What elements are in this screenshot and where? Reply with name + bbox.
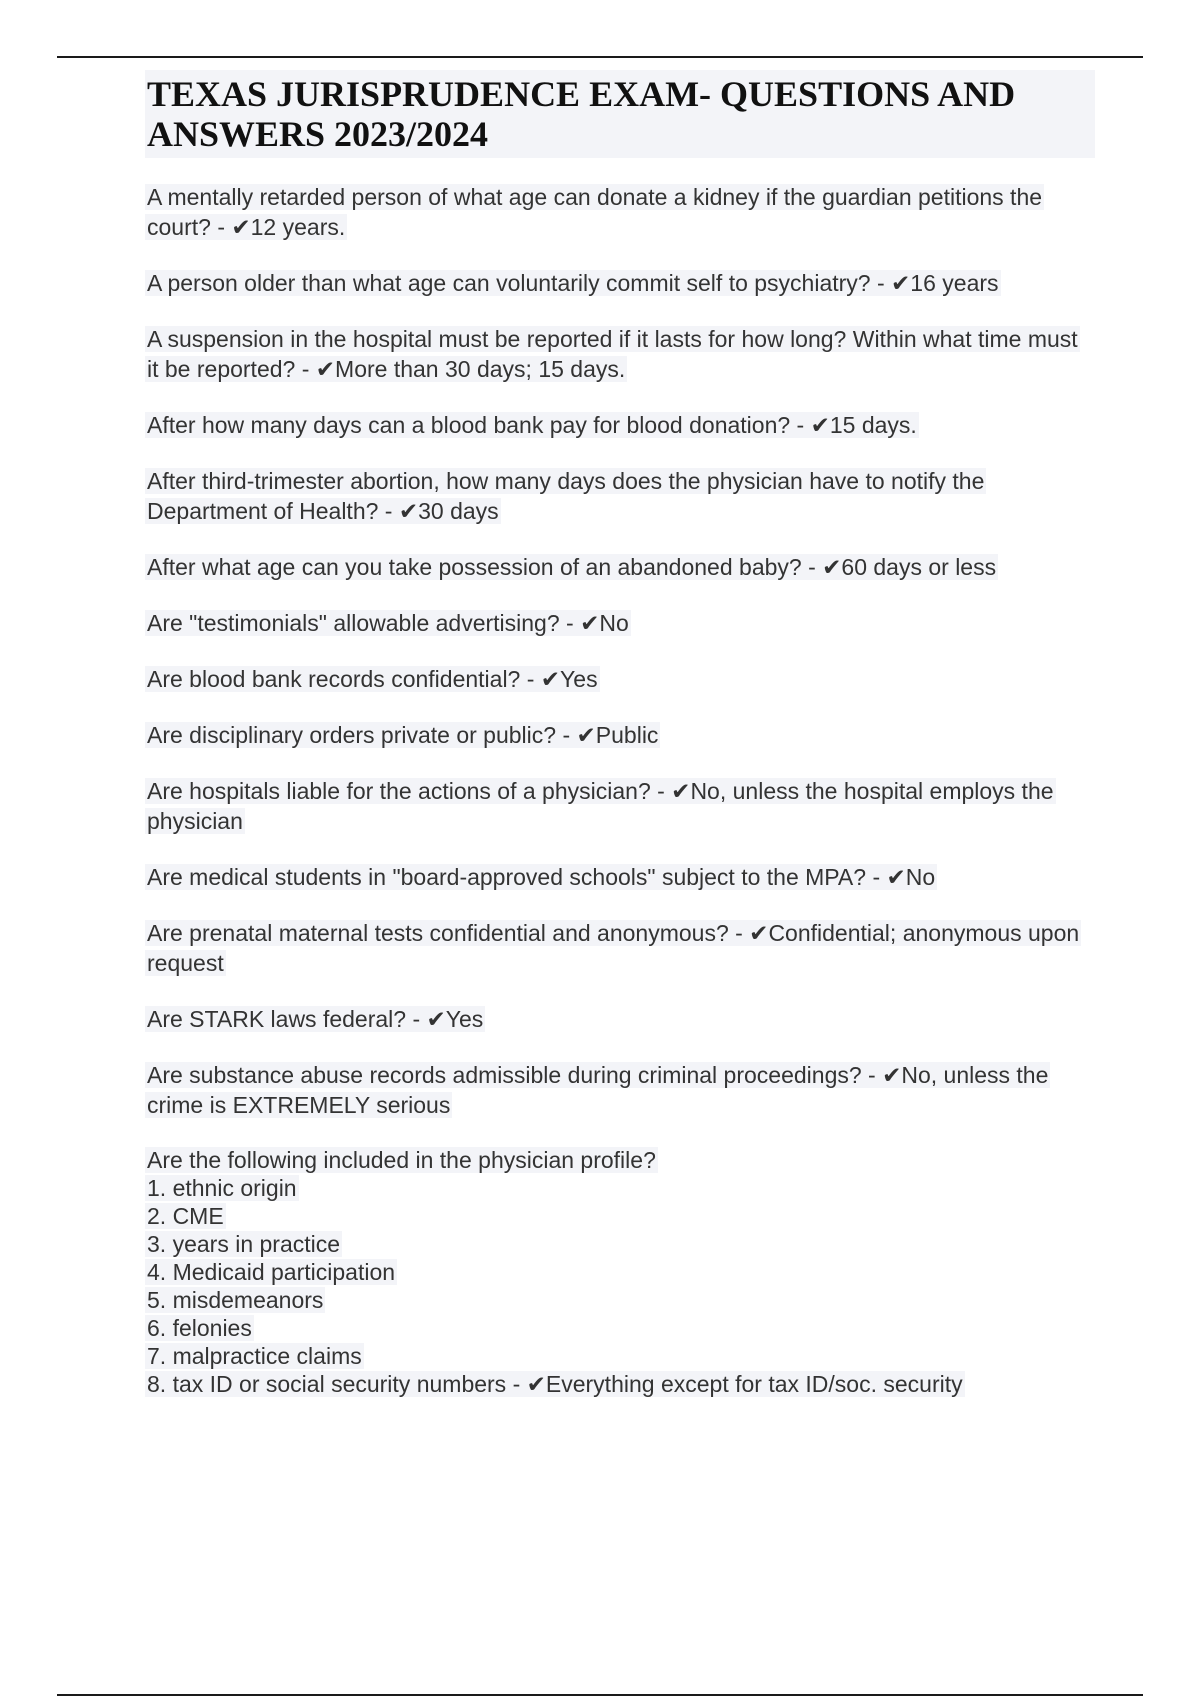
qa-item bbox=[145, 720, 1095, 750]
list-item bbox=[145, 1230, 1095, 1258]
list-item-text: 6. felonies bbox=[147, 1315, 252, 1341]
qa-text: Are the following included in the physician profile? bbox=[147, 1147, 656, 1173]
list-item bbox=[145, 1258, 1095, 1286]
qa-item bbox=[145, 664, 1095, 694]
qa-text: A suspension in the hospital must be reported if it lasts for how long? Within what time must it be reported? - ✔More than 30 days; 15 days. bbox=[147, 326, 1078, 382]
qa-question-intro bbox=[145, 1146, 1095, 1174]
qa-item bbox=[145, 862, 1095, 892]
qa-text: Are prenatal maternal tests confidential and anonymous? - ✔Confidential; anonymous upon request bbox=[147, 920, 1080, 976]
list-item bbox=[145, 1202, 1095, 1230]
qa-text: A person older than what age can voluntarily commit self to psychiatry? - ✔16 years bbox=[147, 270, 999, 296]
qa-item bbox=[145, 1060, 1095, 1120]
qa-text: Are blood bank records confidential? - ✔Yes bbox=[147, 666, 598, 692]
qa-item bbox=[145, 466, 1095, 526]
qa-text: Are STARK laws federal? - ✔Yes bbox=[147, 1006, 484, 1032]
qa-item bbox=[145, 918, 1095, 978]
qa-text: After how many days can a blood bank pay for blood donation? - ✔15 days. bbox=[147, 412, 917, 438]
list-item bbox=[145, 1286, 1095, 1314]
document-title: TEXAS JURISPRUDENCE EXAM- QUESTIONS AND ANSWERS 2023/2024 bbox=[145, 70, 1095, 158]
qa-item bbox=[145, 776, 1095, 836]
qa-text: Are substance abuse records admissible during criminal proceedings? - ✔No, unless the crime is EXTREMELY serious bbox=[147, 1062, 1049, 1118]
top-rule bbox=[57, 56, 1143, 58]
qa-item bbox=[145, 410, 1095, 440]
qa-item bbox=[145, 1004, 1095, 1034]
qa-text: After third-trimester abortion, how many days does the physician have to notify the Department of Health? - ✔30 days bbox=[147, 468, 985, 524]
qa-text: After what age can you take possession of an abandoned baby? - ✔60 days or less bbox=[147, 554, 997, 580]
list-item bbox=[145, 1342, 1095, 1370]
list-item-text: 2. CME bbox=[147, 1203, 224, 1229]
qa-text: Are "testimonials" allowable advertising? - ✔No bbox=[147, 610, 629, 636]
qa-item bbox=[145, 608, 1095, 638]
list-item-text: 4. Medicaid participation bbox=[147, 1259, 396, 1285]
list-item-text: 3. years in practice bbox=[147, 1231, 341, 1257]
qa-text: Are medical students in "board-approved schools" subject to the MPA? - ✔No bbox=[147, 864, 936, 890]
list-item-text: 5. misdemeanors bbox=[147, 1287, 324, 1313]
list-item-text: 1. ethnic origin bbox=[147, 1175, 297, 1201]
qa-text: Are hospitals liable for the actions of a physician? - ✔No, unless the hospital employs the physician bbox=[147, 778, 1054, 834]
qa-item bbox=[145, 552, 1095, 582]
document-body bbox=[145, 70, 1095, 1424]
qa-text: Are disciplinary orders private or public? - ✔Public bbox=[147, 722, 659, 748]
list-item bbox=[145, 1314, 1095, 1342]
list-item-text: 7. malpractice claims bbox=[147, 1343, 362, 1369]
list-item bbox=[145, 1174, 1095, 1202]
qa-item bbox=[145, 182, 1095, 242]
list-item bbox=[145, 1370, 1095, 1398]
qa-item-profile bbox=[145, 1146, 1095, 1398]
list-item-text: 8. tax ID or social security numbers - ✔Everything except for tax ID/soc. security bbox=[147, 1371, 963, 1397]
qa-item bbox=[145, 324, 1095, 384]
qa-text: A mentally retarded person of what age can donate a kidney if the guardian petitions the court? - ✔12 years. bbox=[147, 184, 1043, 240]
bottom-rule bbox=[57, 1694, 1143, 1696]
qa-item bbox=[145, 268, 1095, 298]
